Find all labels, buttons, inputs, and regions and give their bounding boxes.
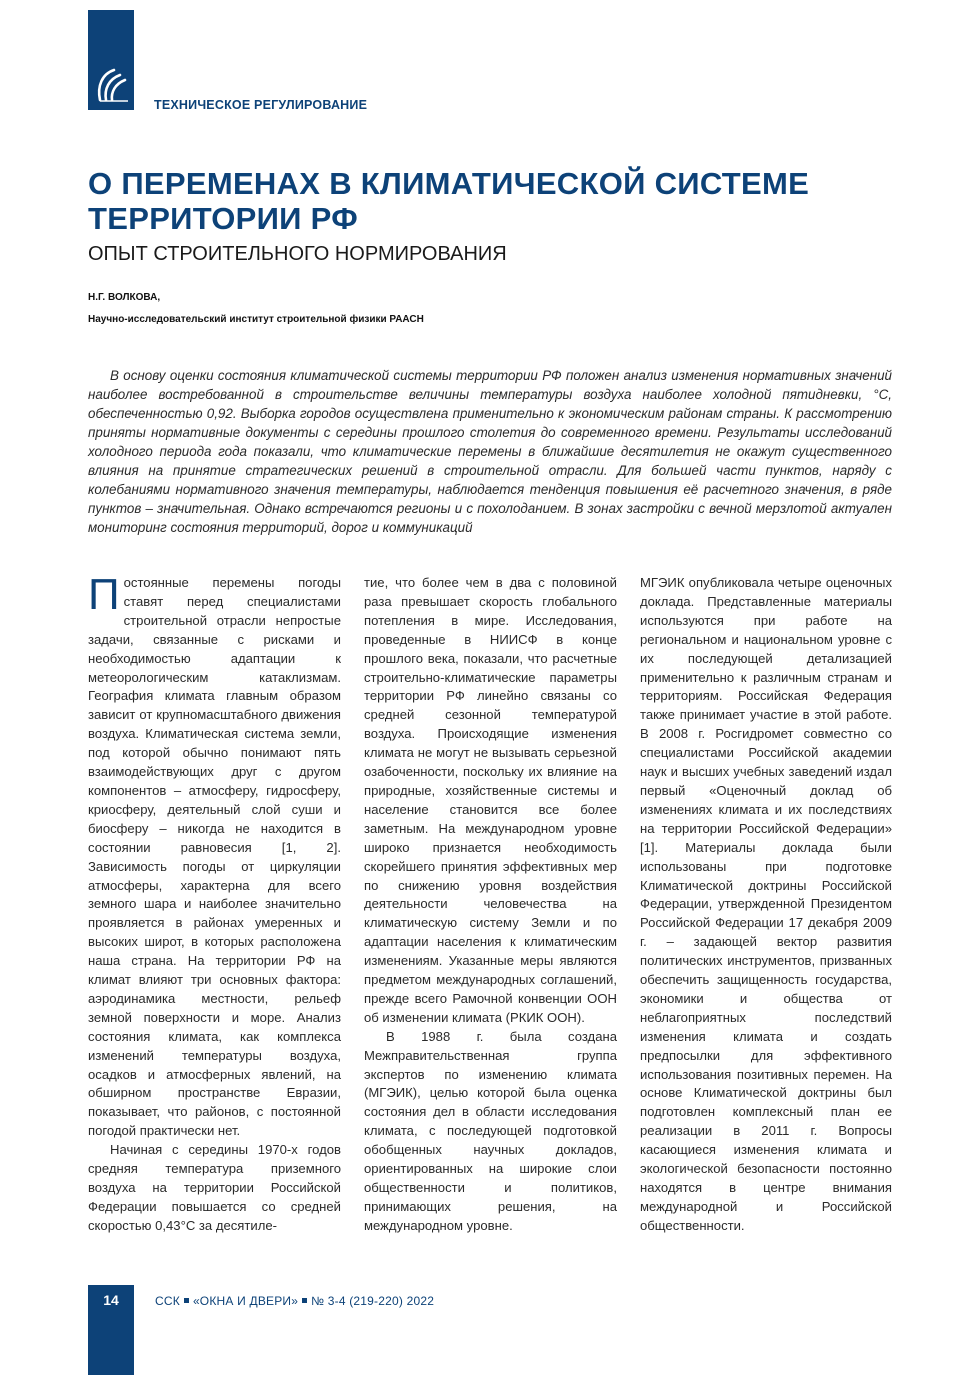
square-bullet-icon bbox=[302, 1298, 307, 1303]
article-subtitle: ОПЫТ СТРОИТЕЛЬНОГО НОРМИРОВАНИЯ bbox=[88, 243, 507, 265]
article-title: О ПЕРЕМЕНАХ В КЛИМАТИЧЕСКОЙ СИСТЕМЕ ТЕРРИТОРИИ РФ bbox=[88, 166, 810, 236]
stylized-wings-logo-icon bbox=[92, 66, 130, 106]
footer-color-band bbox=[88, 1285, 134, 1375]
paragraph: Начиная с середины 1970-х годов средняя температура приземного воздуха на территории Российской Федерации повышается со средней скоростью 0,43°С за десятиле- bbox=[88, 1142, 341, 1233]
paragraph: остоянные перемены погоды ставят перед специалистами строительной отрасли непростые задачи, связанные с рисками и необходимостью адаптации к метеорологическим катаклизмам. География климата главным образом зависит от крупномасштабного движения воздуха. Климатическая система земли, под которой обычно понимают пять взаимодействующих друг с другом компонентов – атмосферу, гидросферу, криосферу, деятельный слой суши и биосферу – никогда не находится в состоянии равновесия [1, 2]. Зависимость погоды от циркуляции атмосферы, характерна для всего земного шара и наиболее значительно проявляется в районах умеренных и высоких широт, в которых расположена наша страна. На территории РФ на климат влияют три основных фактора: аэродинамика местности, рельеф земной поверхности и море. Анализ состояния климата, как комплекса изменений температуры воздуха, осадков и атмосферных явлений, на обширном пространстве Евразии, показывает, что районов, с постоянной погодой практически нет. bbox=[88, 575, 341, 1139]
page-number: 14 bbox=[103, 1292, 119, 1308]
body-column-2 bbox=[364, 574, 617, 1236]
publisher: ССК bbox=[155, 1294, 180, 1308]
drop-cap: П bbox=[88, 570, 120, 619]
section-label: ТЕХНИЧЕСКОЕ РЕГУЛИРОВАНИЕ bbox=[154, 98, 368, 112]
magazine-name: «ОКНА И ДВЕРИ» bbox=[192, 1294, 299, 1308]
issue-number: № 3-4 (219-220) 2022 bbox=[311, 1294, 435, 1308]
paragraph: В 1988 г. была создана Межправительственная группа экспертов по изменению климата (МГЭИК), целью которой была оценка состояния дел в области исследования климата, с последующей подготовкой обобщенных научных докладов, ориентированных на широкие слои общественности и политиков, принимающих решения, на международном уровне. bbox=[364, 1028, 617, 1233]
author-affiliation: Научно-исследовательский институт строительной физики РААСН bbox=[88, 314, 424, 325]
body-column-3 bbox=[640, 574, 892, 1236]
footer-publication-line bbox=[155, 1294, 434, 1308]
body-column-1 bbox=[88, 570, 341, 1236]
paragraph: тие, что более чем в два с половиной раза превышает скорость глобального потепления в мире. Исследования, проведенные в НИИСФ в конце прошлого века, показали, что расчетные строительно-климатические параметры территории РФ линейно связаны со средней сезонной температурой воздуха. Происходящие изменения климата не могут не вызывать серьезной озабоченности, поскольку их влияние на природные, хозяйственные системы и население становится все более заметным. На международном уровне широко признается необходимость скорейшего принятия эффективных мер по снижению уровня воздействия деятельности человечества на климатическую систему Земли и по адаптации населения к климатическим изменениям. Указанные меры являются предметом международных соглашений, прежде всего Рамочной конвенции ООН об изменении климата (РКИК ООН). bbox=[364, 575, 617, 1025]
paragraph: МГЭИК опубликовала четыре оценочных доклада. Представленные материалы используются при работе на региональном и национальном уровне с их последующей детализацией применительно к различным странам и территориям. Российская Федерация также принимает участие в этой работе. В 2008 г. Росгидромет совместно со специалистами Российской академии наук и высших учебных заведений издал первый «Оценочный доклад об изменениях климата и их последствиях на территории Российской Федерации» [1]. Материалы доклада были использованы при подготовке Климатической доктрины Российской Федерации, утвержденной Президентом Российской Федерации 17 декабря 2009 г. – задающей вектор развития политических инструментов, призванных обеспечить защищенность государства, экономики и общества от неблагоприятных последствий изменения климата и создать предпосылки для эффективного использования позитивных перемен. На основе Климатической доктрины был подготовлен комплексный план ее реализации в 2011 г. Вопросы касающиеся изменения климата и экологической безопасности постоянно находятся в центре внимания международной и Российской общественности. bbox=[640, 575, 892, 1233]
article-abstract: В основу оценки состояния климатической системы территории РФ положен анализ изменения нормативных значений наиболее востребованной в строительстве величины температуры воздуха наиболее холодной пятидневки, °С, обеспеченностью 0,92. Выборка городов осуществлена применительно к экономическим районам страны. К рассмотрению приняты нормативные документы с середины прошлого столетия до современного времени. Результаты исследований холодного периода года показали, что климатические перемены в ближайшие десятилетия не окажут существенного влияния на принятие стратегических решений в строительной отрасли. Для большей части пунктов, наряду с колебаниями нормативного значения температуры, наблюдается тенденция повышения её расчетного значения, в ряде пунктов – значительная. Однако встречаются регионы и с похолоданием. В зонах застройки с вечной мерзлотой актуален мониторинг состояния территорий, дорог и коммуникаций bbox=[88, 368, 892, 535]
author-name: Н.Г. ВОЛКОВА, bbox=[88, 292, 161, 303]
section-color-band bbox=[88, 10, 134, 110]
square-bullet-icon bbox=[184, 1298, 189, 1303]
